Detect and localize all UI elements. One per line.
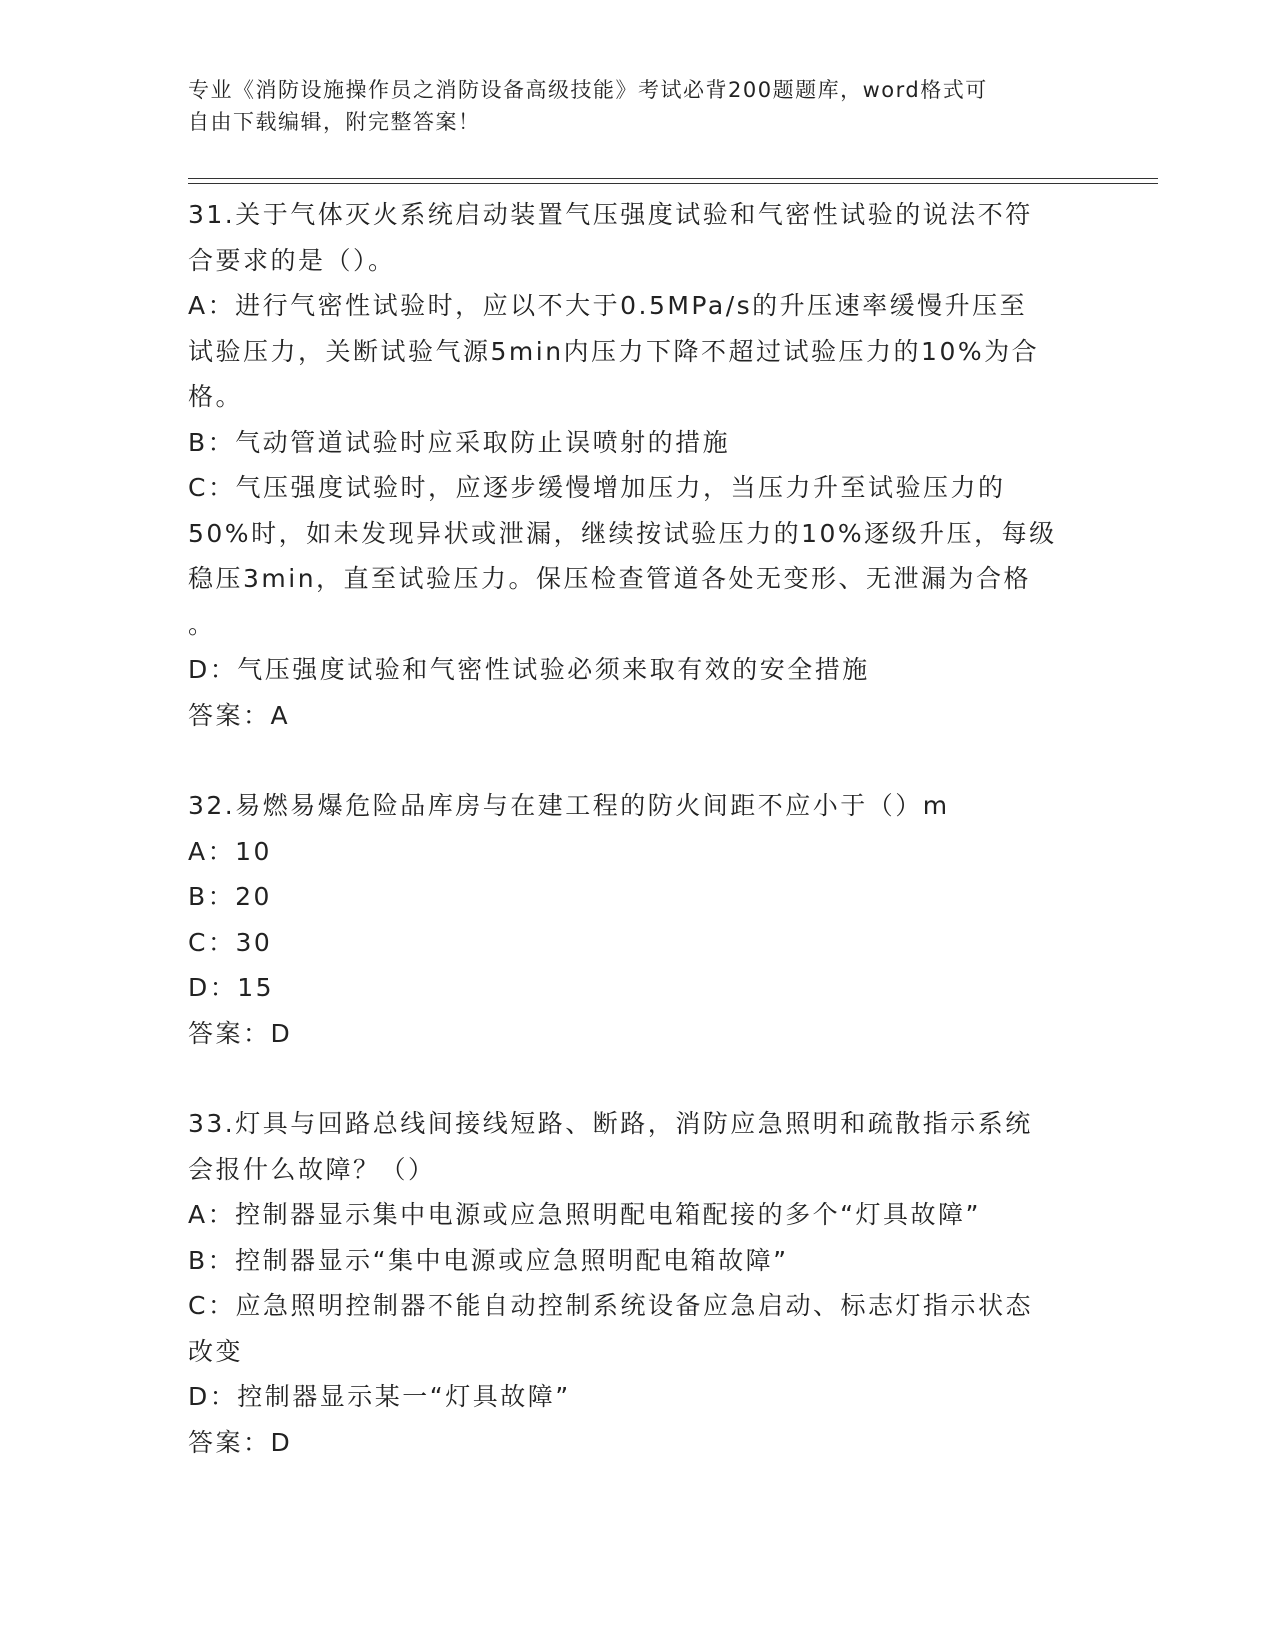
option-c-line: C：30 [188, 927, 273, 957]
option-c-line: 改变 [188, 1336, 244, 1366]
option-d-line: D：控制器显示某一“灯具故障” [188, 1382, 571, 1411]
answer-line: 答案：D [188, 1427, 293, 1457]
option-c-line: 。 [188, 609, 216, 639]
question-list [188, 192, 1088, 1510]
question-31 [188, 192, 1088, 738]
header-divider-top [188, 178, 1158, 179]
option-a-line: 试验压力，关断试验气源5min内压力下降不超过试验压力的10%为合 [188, 336, 1040, 366]
option-b-line: B：20 [188, 882, 272, 911]
question-stem-line: 会报什么故障？（） [188, 1154, 436, 1184]
header-divider-bottom [188, 183, 1158, 184]
document-header [188, 74, 1088, 138]
question-33 [188, 1101, 1088, 1465]
option-d-line: D：气压强度试验和气密性试验必须来取有效的安全措施 [188, 655, 870, 684]
option-d-line: D：15 [188, 973, 275, 1002]
option-c-line: 50%时，如未发现异状或泄漏，继续按试验压力的10%逐级升压，每级 [188, 518, 1057, 548]
option-b-line: B：气动管道试验时应采取防止误喷射的措施 [188, 427, 731, 457]
answer-line: 答案：A [188, 700, 291, 730]
question-stem-line: 合要求的是（）。 [188, 245, 396, 275]
header-line-2: 自由下载编辑，附完整答案！ [188, 110, 481, 134]
answer-line: 答案：D [188, 1018, 293, 1048]
option-a-line: A：进行气密性试验时，应以不大于0.5MPa/s的升压速率缓慢升压至 [188, 291, 1028, 320]
option-c-line: C：气压强度试验时，应逐步缓慢增加压力，当压力升至试验压力的 [188, 473, 1006, 502]
option-a-line: A：控制器显示集中电源或应急照明配电箱配接的多个“灯具故障” [188, 1200, 982, 1229]
option-c-line: 稳压3min，直至试验压力。保压检查管道各处无变形、无泄漏为合格 [188, 564, 1032, 593]
header-line-1: 专业《消防设施操作员之消防设备高级技能》考试必背200题题库，word格式可 [188, 78, 988, 102]
question-32 [188, 783, 1088, 1056]
question-stem-line: 32.易燃易爆危险品库房与在建工程的防火间距不应小于（）m [188, 791, 950, 820]
option-c-line: C：应急照明控制器不能自动控制系统设备应急启动、标志灯指示状态 [188, 1291, 1033, 1320]
option-a-line: 格。 [188, 382, 244, 411]
question-stem-line: 33.灯具与回路总线间接线短路、断路，消防应急照明和疏散指示系统 [188, 1109, 1033, 1138]
option-b-line: B：控制器显示“集中电源或应急照明配电箱故障” [188, 1245, 789, 1275]
option-a-line: A：10 [188, 836, 272, 866]
question-stem-line: 31.关于气体灭火系统启动装置气压强度试验和气密性试验的说法不符 [188, 200, 1033, 229]
